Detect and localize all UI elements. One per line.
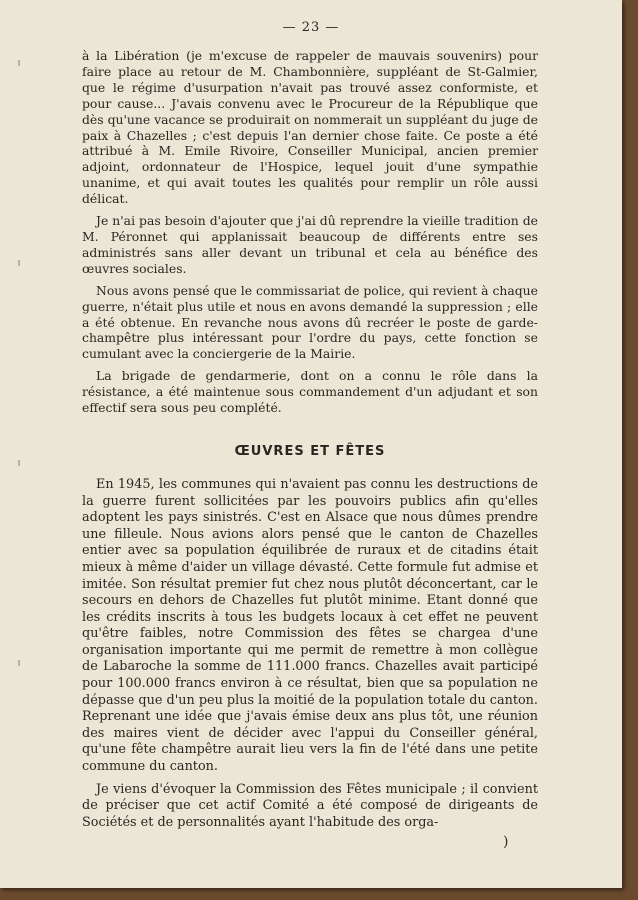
binding-stitch	[18, 60, 20, 66]
binding-stitch	[18, 660, 20, 666]
page-number: — 23 —	[282, 20, 340, 35]
paragraph: Nous avons pensé que le commissariat de police, qui revient à chaque guerre, n'était plus utile et nous en avons demandé la suppression ; elle a été obtenue. En revanche nous avons dû recréer le poste de garde-champêtre plus intéressant pour l'ordre du pays, cette fonction se cumulant avec la conciergerie de la Mairie.	[82, 282, 538, 362]
page-body	[82, 48, 538, 837]
section-heading: ŒUVRES ET FÊTES	[234, 443, 386, 459]
paragraph: Je n'ai pas besoin d'ajouter que j'ai dû reprendre la vieille tradition de M. Péronnet qui applanissait beaucoup de différents entre ses administrés sans aller devant un tribunal et cela au bénéfice des œuvres sociales.	[82, 213, 538, 276]
paragraph: La brigade de gendarmerie, dont on a connu le rôle dans la résistance, a été maintenue sous commandement d'un adjudant et son effectif sera sous peu complété.	[82, 368, 538, 416]
ink-mark: )	[503, 834, 509, 850]
binding-stitch	[18, 460, 20, 466]
paragraph: En 1945, les communes qui n'avaient pas connu les destructions de la guerre furent sollicitées par les pouvoirs publics afin qu'elles adoptent les pays sinistrés. C'est en Alsace que nous dûmes prendre une filleule. Nous avions alors pensé que le canton de Chazelles entier avec sa population équilibrée de ruraux et de citadins était mieux à même d'aider un village dévasté. Cette formule fut admise et imitée. Son résultat premier fut chez nous plutôt déconcertant, car le secours en dehors de Chazelles fut plutôt minime. Etant donné que les crédits inscrits à tous les budgets locaux à cet effet ne peuvent qu'être faibles, notre Commission des fêtes se chargea d'une organisation importante qui me permit de remettre à mon collègue de Labaroche la somme de 111.000 francs. Chazelles avait participé pour 100.000 francs environ à ce résultat, bien que sa population ne dépasse que d'un peu plus la moitié de la population totale du canton. Reprenant une idée que j'avais émise deux ans plus tôt, une réunion des maires vient de décider avec l'appui du Conseiller général, qu'une fête champêtre aurait lieu vers la fin de l'été dans une petite commune du canton.	[82, 476, 538, 775]
paragraph: Je viens d'évoquer la Commission des Fêtes municipale ; il convient de préciser que cet actif Comité a été composé de dirigeants de Sociétés et de personnalités ayant l'habitude des orga-	[82, 781, 538, 830]
paragraph: à la Libération (je m'excuse de rappeler de mauvais souvenirs) pour faire place au retour de M. Chambonnière, suppléant de St-Galmier, que le régime d'usurpation n'avait pas trouvé assez conformiste, et pour cause... J'avais convenu avec le Procureur de la République que dès qu'une vacance se produirait on nommerait un suppléant du juge de paix à Chazelles ; c'est depuis l'an dernier chose faite. Ce poste a été attribué à M. Emile Rivoire, Conseiller Municipal, ancien premier adjoint, ordonnateur de l'Hospice, lequel jouit d'une sympathie unanime, et qui avait toutes les qualités pour remplir un rôle aussi délicat.	[82, 48, 538, 207]
binding-stitch	[18, 260, 20, 266]
section-oeuvres	[82, 477, 538, 831]
section-justice	[82, 48, 538, 416]
